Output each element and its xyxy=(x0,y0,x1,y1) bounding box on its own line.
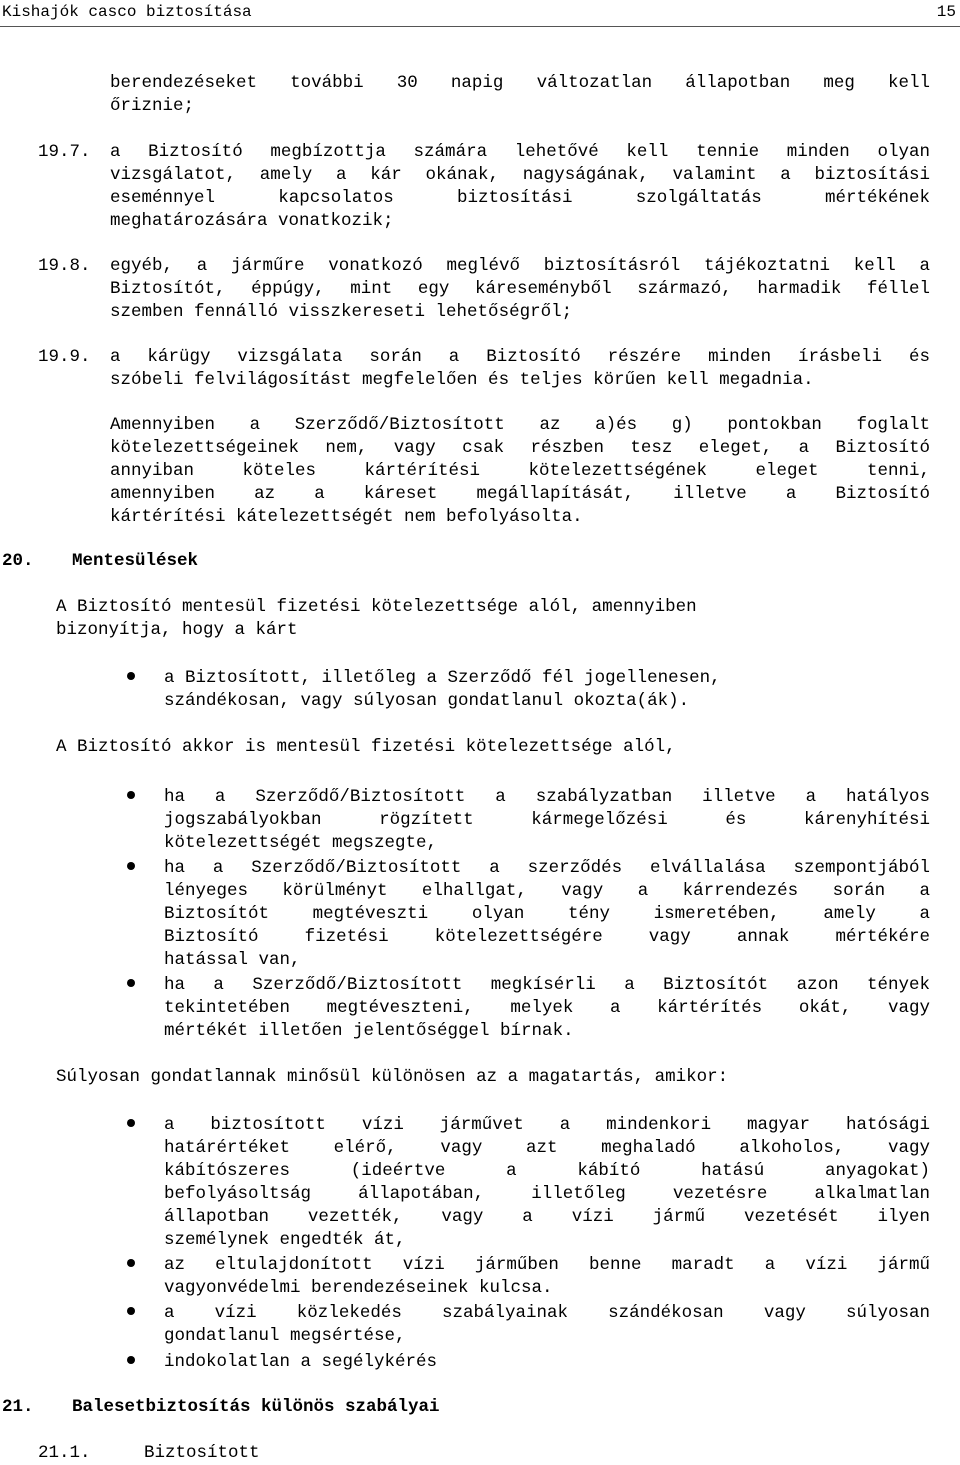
list-item: az eltulajdonított vízi járműben benne maradt a vízi jármű vagyonvédelmi berendezéseinek kulcsa. xyxy=(164,1255,930,1298)
paragraph-sulyosan: Súlyosan gondatlannak minősül különösen az a magatartás, amikor: xyxy=(56,1067,729,1087)
clause-19-8: egyéb, a járműre vonatkozó meglévő biztosításról tájékoztatni kell a Biztosítót, éppúgy, mint egy káreseményből származó, harmadik féllel szemben fennálló visszkereseti lehetőségről; xyxy=(110,256,930,322)
clause-number: 19.7. xyxy=(38,142,91,162)
list-item: indokolatlan a segélykérés xyxy=(164,1352,438,1372)
subsection-number: 21.1. xyxy=(38,1443,91,1463)
list-item: a vízi közlekedés szabályainak szándékosan vagy súlyosan gondatlanul megsértése, xyxy=(164,1303,930,1346)
header-title: Kishajók casco biztosítása xyxy=(2,3,252,21)
section-title: Balesetbiztosítás különös szabályai xyxy=(72,1397,440,1417)
bullet-icon xyxy=(127,791,135,799)
paragraph-mentesul-2: A Biztosító akkor is mentesül fizetési kötelezettsége alól, xyxy=(56,737,676,757)
list-item: a Biztosított, illetőleg a Szerződő fél jogellenesen, szándékosan, vagy súlyosan gondatlanul okozta(ák). xyxy=(164,668,721,711)
section-title: Mentesülések xyxy=(72,551,199,571)
list-item: ha a Szerződő/Biztosított a szerződés elvállalása szempontjából lényeges körülményt elhallgat, vagy a kárrendezés során a Biztosítót megtéveszti olyan tény ismeretében, amely a Biztosító fizetési kötelezettségére vagy annak mértékére hatással van, xyxy=(164,858,930,970)
bullet-icon xyxy=(127,1119,135,1127)
section-number: 20. xyxy=(2,551,34,571)
bullet-icon xyxy=(127,1307,135,1315)
clause-number: 19.8. xyxy=(38,256,91,276)
paragraph-mentesul: A Biztosító mentesül fizetési kötelezettsége alól, amennyiben bizonyítja, hogy a kárt xyxy=(56,597,697,640)
paragraph-continuation: berendezéseket további 30 napig változatlan állapotban meg kell őriznie; xyxy=(110,73,930,116)
list-item: ha a Szerződő/Biztosított megkísérli a Biztosítót azon tények tekintetében megtéveszteni, melyek a kártérítés okát, vagy mértékét illetően jelentőséggel bírnak. xyxy=(164,975,930,1041)
page-number: 15 xyxy=(936,3,956,21)
bullet-icon xyxy=(127,862,135,870)
subsection-title: Biztosított xyxy=(144,1443,260,1463)
clause-number: 19.9. xyxy=(38,347,91,367)
bullet-icon xyxy=(127,1259,135,1267)
bullet-icon xyxy=(127,1356,135,1364)
page-header xyxy=(0,0,960,27)
list-item: a biztosított vízi járművet a mindenkori magyar hatósági határértéket elérő, vagy azt meghaladó alkoholos, vagy kábítószeres (ideértve a kábító hatású anyagokat) befolyásoltság állapotában, illetőleg vezetésre alkalmatlan állapotban vezették, vagy a vízi jármű vezetését ilyen személynek engedték át, xyxy=(164,1115,930,1250)
bullet-icon xyxy=(127,672,135,680)
clause-19-9: a kárügy vizsgálata során a Biztosító részére minden írásbeli és szóbeli felvilágosítást megfelelően és teljes körűen kell megadnia. xyxy=(110,347,930,390)
section-number: 21. xyxy=(2,1397,34,1417)
clause-19-7: a Biztosító megbízottja számára lehetővé kell tennie minden olyan vizsgálatot, amely a kár okának, nagyságának, valamint a biztosítási eseménnyel kapcsolatos biztosítási szolgáltatás mértékének meghatározására vonatkozik; xyxy=(110,142,930,231)
list-item: ha a Szerződő/Biztosított a szabályzatban illetve a hatályos jogszabályokban rögzített kármegelőzési és kárenyhítési kötelezettségét megszegte, xyxy=(164,787,930,853)
paragraph-amennyiben: Amennyiben a Szerződő/Biztosított az a)és g) pontokban foglalt kötelezettségeinek nem, vagy csak részben tesz eleget, a Biztosító annyiban köteles kártérítési kötelezettségének eleget tenni, amennyiben az a káreset megállapítását, illetve a Biztosító kártérítési kátelezettségét nem befolyásolta. xyxy=(110,415,930,527)
bullet-icon xyxy=(127,979,135,987)
